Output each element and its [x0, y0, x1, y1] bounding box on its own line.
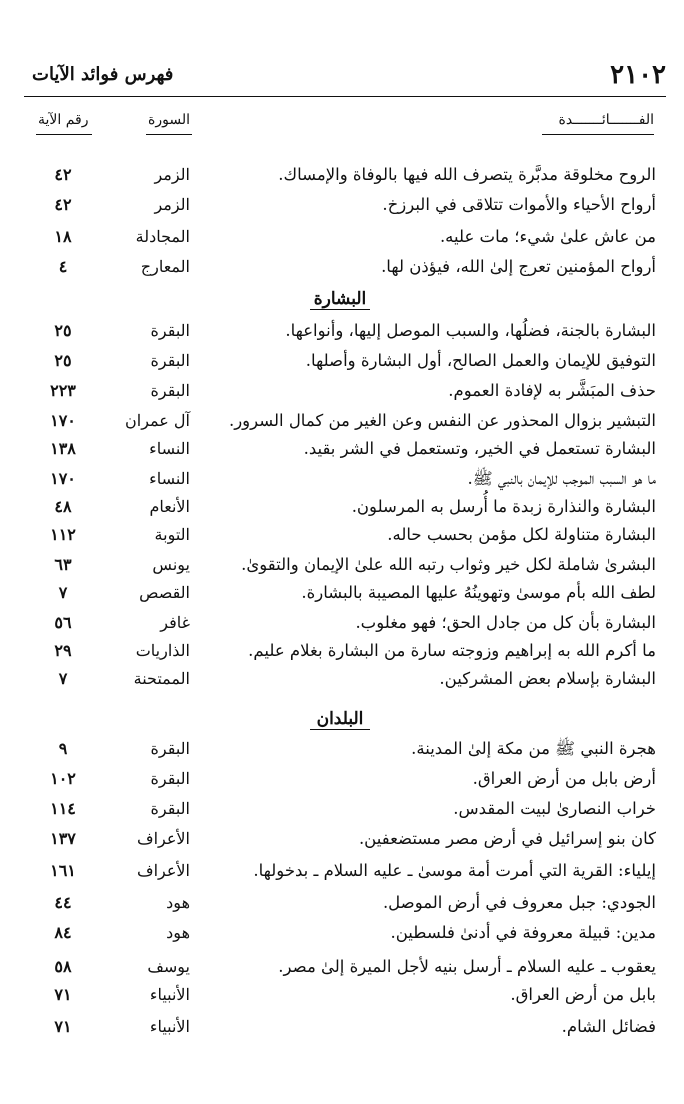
section-heading-text: البلدان [316, 709, 364, 729]
sura-name: الزمر [154, 165, 190, 184]
sura-name: البقرة [150, 799, 190, 818]
sura-name: غافر [160, 613, 190, 632]
section-heading-buldan [240, 704, 440, 734]
ayah-number: ٥٦ [54, 613, 72, 632]
index-row [0, 578, 684, 608]
ayah-number: ٥٨ [54, 957, 72, 976]
benefit-text: يعقوب ـ عليه السلام ـ أرسل بنيه لأجل الميرة إلىٰ مصر. [278, 957, 656, 976]
ayah-number: ٢٥ [54, 321, 72, 340]
sura-name: آل عمران [125, 411, 190, 430]
benefit-text: مدين: قبيلة معروفة في أدنىٰ فلسطين. [390, 923, 656, 942]
index-row [0, 980, 684, 1010]
ayah-number: ٧١ [54, 1017, 72, 1036]
ayah-number: ٨٤ [54, 923, 72, 942]
ayah-number: ٤٢ [54, 195, 72, 214]
index-row [0, 734, 684, 764]
benefit-text: خراب النصارىٰ لبيت المقدس. [453, 799, 656, 818]
ayah-number: ١٦١ [50, 861, 76, 880]
ayah-number: ٩ [58, 739, 68, 758]
ayah-number: ١٣٧ [50, 829, 76, 848]
benefit-text: البشارة بإسلام بعض المشركين. [439, 669, 656, 688]
index-row [0, 346, 684, 376]
ayah-number: ١٨ [54, 227, 72, 246]
sura-name: الأنبياء [149, 1017, 190, 1036]
page-header [24, 60, 666, 96]
sura-name: هود [166, 923, 190, 942]
ayah-number: ١٧٠ [50, 411, 76, 430]
ayah-number: ١١٢ [50, 525, 76, 544]
sura-name: النساء [149, 439, 190, 458]
sura-name: الأنبياء [149, 985, 190, 1004]
benefit-text: البشارة تستعمل في الخير، وتستعمل في الشر بقيد. [303, 439, 656, 458]
sura-name: الأعراف [137, 861, 190, 880]
index-row [0, 764, 684, 794]
sura-name: هود [166, 893, 190, 912]
sura-name: الزمر [154, 195, 190, 214]
benefit-text: هجرة النبي ﷺ من مكة إلىٰ المدينة. [411, 739, 656, 758]
benefit-text: البشرىٰ شاملة لكل خير وثواب رتبه الله علىٰ الإيمان والتقوىٰ. [241, 555, 656, 574]
benefit-text: فضائل الشام. [561, 1017, 656, 1036]
benefit-text: أرواح المؤمنين تعرج إلىٰ الله، فيؤذن لها. [381, 257, 656, 276]
ayah-number: ٢٩ [54, 641, 72, 660]
index-row [0, 492, 684, 522]
sura-name: النساء [149, 469, 190, 488]
benefit-text: ما هو السبب الموجب للإيمان بالنبي ﷺ. [467, 469, 656, 488]
column-heading-sura-underline [146, 134, 192, 135]
index-row [0, 316, 684, 346]
sura-name: المعارج [140, 257, 190, 276]
sura-name: البقرة [150, 351, 190, 370]
ayah-number: ٦٣ [54, 555, 72, 574]
index-row [0, 636, 684, 666]
benefit-text: التوفيق للإيمان والعمل الصالح، أول البشارة وأصلها. [305, 351, 656, 370]
index-row [0, 160, 684, 190]
benefit-text: حذف المبَشَّر به لإفادة العموم. [448, 381, 656, 400]
ayah-number: ٢٥ [54, 351, 72, 370]
sura-name: الأعراف [137, 829, 190, 848]
sura-name: يوسف [147, 957, 190, 976]
index-row [0, 1012, 684, 1042]
page-number: ٢١٠٢ [610, 60, 666, 90]
benefit-text: التبشير بزوال المحذور عن النفس وعن الغير من كمال السرور. [228, 411, 656, 430]
benefit-text: البشارة متناولة لكل مؤمن بحسب حاله. [387, 525, 656, 544]
index-row [0, 376, 684, 406]
ayah-number: ٤ [58, 257, 68, 276]
index-row [0, 464, 684, 494]
section-heading-underline [310, 309, 370, 310]
sura-name: القصص [139, 583, 190, 602]
index-row [0, 190, 684, 220]
running-header-title: فهرس فوائد الآيات [32, 64, 174, 85]
index-row [0, 856, 684, 886]
benefit-text: كان بنو إسرائيل في أرض مصر مستضعفين. [358, 829, 656, 848]
column-heading-ayah-underline [36, 134, 92, 135]
index-row [0, 406, 684, 436]
sura-name: الممتحنة [133, 669, 190, 688]
header-rule [24, 96, 666, 97]
sura-name: البقرة [150, 381, 190, 400]
benefit-text: البشارة والنذارة زبدة ما أُرسل به المرسلون. [351, 497, 656, 516]
ayah-number: ٢٢٣ [50, 381, 76, 400]
ayah-number: ١٧٠ [50, 469, 76, 488]
index-row [0, 222, 684, 252]
sura-name: البقرة [150, 739, 190, 758]
benefit-text: البشارة بالجنة، فضلُها، والسبب الموصل إليها، وأنواعها. [285, 321, 656, 340]
index-row [0, 520, 684, 550]
benefit-text: من عاش علىٰ شيء؛ مات عليه. [439, 227, 656, 246]
ayah-number: ٤٤ [54, 893, 72, 912]
index-row [0, 434, 684, 464]
ayah-number: ٧ [58, 583, 68, 602]
ayah-number: ١٣٨ [50, 439, 76, 458]
benefit-text: بابل من أرض العراق. [510, 985, 656, 1004]
index-row [0, 918, 684, 948]
ayah-number: ٧١ [54, 985, 72, 1004]
sura-name: الذاريات [135, 641, 190, 660]
sura-name: يونس [152, 555, 190, 574]
index-row [0, 794, 684, 824]
ayah-number: ١١٤ [50, 799, 76, 818]
section-heading-text: البشارة [313, 289, 367, 309]
column-heading-sura: السورة [148, 112, 190, 128]
index-row [0, 952, 684, 982]
benefit-text: الجودي: جبل معروف في أرض الموصل. [382, 893, 656, 912]
index-row [0, 888, 684, 918]
ayah-number: ٧ [58, 669, 68, 688]
ayah-number: ١٠٢ [50, 769, 76, 788]
benefit-text: إيلياء: القرية التي أمرت أمة موسىٰ ـ عليه السلام ـ بدخولها. [253, 861, 656, 880]
ayah-number: ٤٨ [54, 497, 72, 516]
section-heading-bishara [240, 284, 440, 314]
index-row [0, 252, 684, 282]
ayah-number: ٤٢ [54, 165, 72, 184]
benefit-text: الروح مخلوقة مدبَّرة يتصرف الله فيها بالوفاة والإمساك. [278, 165, 656, 184]
benefit-text: لطف الله بأم موسىٰ وتهوينُهُ عليها المصيبة بالبشارة. [301, 583, 656, 602]
index-row [0, 608, 684, 638]
sura-name: المجادلة [135, 227, 190, 246]
index-row [0, 550, 684, 580]
column-heading-benefit: الفـــــــائـــــــدة [558, 112, 654, 128]
sura-name: البقرة [150, 321, 190, 340]
sura-name: البقرة [150, 769, 190, 788]
benefit-text: أرواح الأحياء والأموات تتلاقى في البرزخ. [382, 195, 656, 214]
column-heading-benefit-underline [542, 134, 654, 135]
sura-name: الأنعام [149, 497, 190, 516]
benefit-text: البشارة بأن كل من جادل الحق؛ فهو مغلوب. [355, 613, 656, 632]
column-heading-ayah: رقم الآية [38, 112, 89, 128]
section-heading-underline [310, 729, 370, 730]
index-row [0, 664, 684, 694]
benefit-text: أرض بابل من أرض العراق. [472, 769, 656, 788]
sura-name: التوبة [154, 525, 190, 544]
index-row [0, 824, 684, 854]
benefit-text: ما أكرم الله به إبراهيم وزوجته سارة من البشارة بغلام عليم. [248, 641, 656, 660]
